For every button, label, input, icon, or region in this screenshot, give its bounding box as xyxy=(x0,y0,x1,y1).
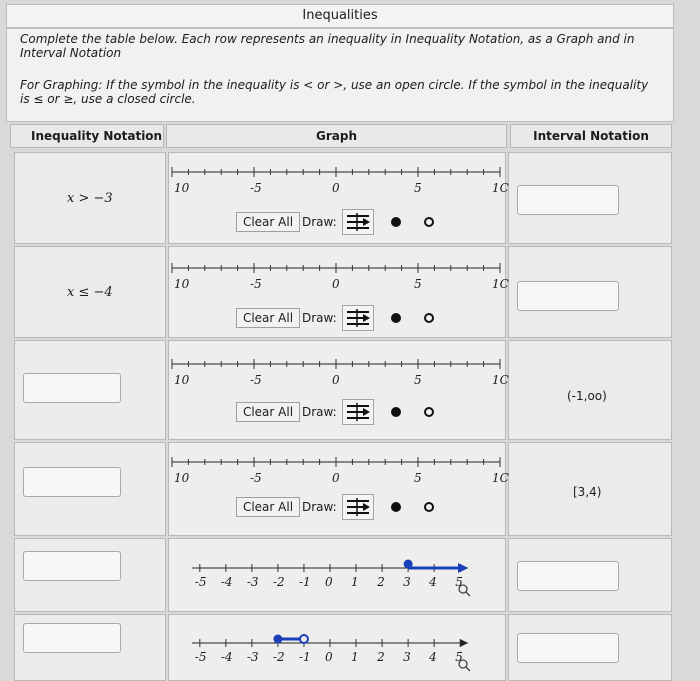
page-title: Inequalities xyxy=(6,4,674,28)
row1-interval-input[interactable] xyxy=(517,185,619,215)
row2-inequality-cell xyxy=(14,246,166,338)
header-graph: Graph xyxy=(166,124,507,148)
row5-tick-label: 5 xyxy=(455,575,463,589)
row4-inequality-input[interactable] xyxy=(23,467,121,497)
row3-tick-label: -5 xyxy=(250,373,262,387)
row5-inequality-cell xyxy=(14,538,166,612)
row1-closed-circle-tool[interactable] xyxy=(391,217,401,227)
row5-tick-label: 2 xyxy=(377,575,385,589)
row6-inequality-input[interactable] xyxy=(23,623,121,653)
row5-tick-label: -5 xyxy=(194,575,207,589)
row2-closed-circle-tool[interactable] xyxy=(391,313,401,323)
row3-inequality-input[interactable] xyxy=(23,373,121,403)
row5-tick-label: -4 xyxy=(220,575,233,589)
row1-draw-label: Draw: xyxy=(302,215,337,229)
row1-inequality-cell xyxy=(14,152,166,244)
row6-tick-label: 1 xyxy=(351,650,359,664)
row5-tick-label: 4 xyxy=(429,575,437,589)
row5-tick-label: -2 xyxy=(272,575,285,589)
row1-interval-cell xyxy=(508,152,672,244)
row6-interval-cell xyxy=(508,614,672,681)
row1-tick-label: -5 xyxy=(250,181,262,195)
row2-tick-label: 1C xyxy=(492,277,509,291)
row6-tick-label: -2 xyxy=(272,650,285,664)
row2-draw-label: Draw: xyxy=(302,311,337,325)
row4-tick-label: 10 xyxy=(174,471,190,485)
instructions-line-2: Interval Notation xyxy=(20,46,122,60)
row3-tick-label: 0 xyxy=(332,373,340,387)
row3-draw-label: Draw: xyxy=(302,405,337,419)
row4-closed-circle-tool[interactable] xyxy=(391,502,401,512)
row6-graph-cell xyxy=(168,614,506,681)
row5-graph-cell xyxy=(168,538,506,612)
row1-tick-label: 0 xyxy=(332,181,340,195)
row6-tick-label: -3 xyxy=(246,650,259,664)
ray-tool-icon xyxy=(343,210,373,234)
row3-clear-all-button[interactable]: Clear All xyxy=(236,402,300,422)
row6-inequality-cell xyxy=(14,614,166,681)
row6-tick-label: -1 xyxy=(298,650,311,664)
row5-interval-cell xyxy=(508,538,672,612)
row3-inequality-cell xyxy=(14,340,166,440)
row3-tick-label: 10 xyxy=(174,373,190,387)
row4-interval: [3,4) xyxy=(573,485,602,499)
row2-interval-input[interactable] xyxy=(517,281,619,311)
row6-tick-label: 5 xyxy=(455,650,463,664)
row5-interval-input[interactable] xyxy=(517,561,619,591)
row6-tick-label: 3 xyxy=(403,650,411,664)
row5-tick-label: 0 xyxy=(325,575,333,589)
row2-tick-label: 10 xyxy=(174,277,190,291)
instructions xyxy=(6,28,674,122)
instructions-line-1: Complete the table below. Each row represents an inequality in Inequality Notation, as a Graph and in xyxy=(20,32,635,46)
row4-tick-label: 5 xyxy=(414,471,422,485)
row1-open-circle-tool[interactable] xyxy=(424,217,434,227)
header-inequality: Inequality Notation xyxy=(10,124,164,148)
row5-tick-label: -3 xyxy=(246,575,259,589)
row6-tick-label: 0 xyxy=(325,650,333,664)
ray-tool-icon xyxy=(343,400,373,424)
row3-graph-cell xyxy=(168,340,506,440)
row4-inequality-cell xyxy=(14,442,166,536)
instructions-line-4: is ≤ or ≥, use a closed circle. xyxy=(20,92,196,106)
row6-tick-label: -4 xyxy=(220,650,233,664)
row1-ray-tool[interactable] xyxy=(342,209,374,235)
row3-ray-tool[interactable] xyxy=(342,399,374,425)
row4-tick-label: 1C xyxy=(492,471,509,485)
row3-closed-circle-tool[interactable] xyxy=(391,407,401,417)
row3-interval: (-1,oo) xyxy=(567,389,607,403)
row4-draw-label: Draw: xyxy=(302,500,337,514)
row2-tick-label: 5 xyxy=(414,277,422,291)
row4-tick-label: 0 xyxy=(332,471,340,485)
row3-interval-cell xyxy=(508,340,672,440)
row6-tick-label: 4 xyxy=(429,650,437,664)
row4-tick-label: -5 xyxy=(250,471,262,485)
row4-open-circle-tool[interactable] xyxy=(424,502,434,512)
row5-tick-label: 3 xyxy=(403,575,411,589)
row1-tick-label: 10 xyxy=(174,181,190,195)
row2-inequality: x ≤ −4 xyxy=(67,285,113,300)
ray-tool-icon xyxy=(343,495,373,519)
row6-tick-label: 2 xyxy=(377,650,385,664)
row6-interval-input[interactable] xyxy=(517,633,619,663)
row2-open-circle-tool[interactable] xyxy=(424,313,434,323)
row2-graph-cell xyxy=(168,246,506,338)
row2-tick-label: -5 xyxy=(250,277,262,291)
row1-clear-all-button[interactable]: Clear All xyxy=(236,212,300,232)
row5-tick-label: -1 xyxy=(298,575,311,589)
row1-tick-label: 1C xyxy=(492,181,509,195)
ray-tool-icon xyxy=(343,306,373,330)
row2-interval-cell xyxy=(508,246,672,338)
row4-ray-tool[interactable] xyxy=(342,494,374,520)
row3-tick-label: 5 xyxy=(414,373,422,387)
header-interval: Interval Notation xyxy=(510,124,672,148)
row2-tick-label: 0 xyxy=(332,277,340,291)
row2-clear-all-button[interactable]: Clear All xyxy=(236,308,300,328)
row3-tick-label: 1C xyxy=(492,373,509,387)
row2-ray-tool[interactable] xyxy=(342,305,374,331)
row1-inequality: x > −3 xyxy=(67,191,113,206)
row3-open-circle-tool[interactable] xyxy=(424,407,434,417)
row5-tick-label: 1 xyxy=(351,575,359,589)
instructions-line-3: For Graphing: If the symbol in the inequality is < or >, use an open circle. If the symbol in the inequality xyxy=(20,78,649,92)
row4-clear-all-button[interactable]: Clear All xyxy=(236,497,300,517)
row4-interval-cell xyxy=(508,442,672,536)
row1-graph-cell xyxy=(168,152,506,244)
row4-graph-cell xyxy=(168,442,506,536)
row6-tick-label: -5 xyxy=(194,650,207,664)
row5-inequality-input[interactable] xyxy=(23,551,121,581)
row1-tick-label: 5 xyxy=(414,181,422,195)
